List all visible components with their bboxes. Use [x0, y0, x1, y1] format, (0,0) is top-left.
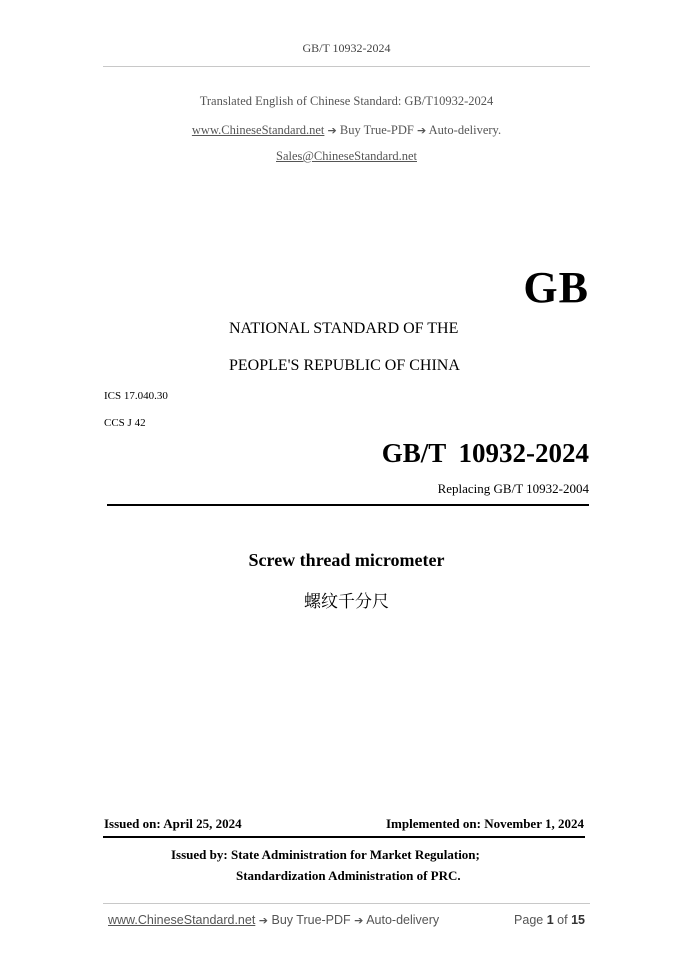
footer-divider — [103, 903, 590, 904]
issue-divider — [103, 836, 585, 838]
title-english: Screw thread micrometer — [248, 550, 445, 570]
right-arrow-icon: ➔ — [327, 124, 337, 137]
header-divider — [103, 66, 590, 67]
ics-code: ICS 17.040.30 — [104, 390, 168, 402]
right-arrow-icon: ➔ — [354, 914, 364, 927]
page-label: Page — [514, 913, 544, 927]
issued-on: Issued on: April 25, 2024 — [104, 816, 242, 831]
gb-mark: GB — [523, 263, 589, 312]
translated-line: Translated English of Chinese Standard: GB/T10932-2024 — [199, 94, 494, 108]
running-header: GB/T 10932-2024 — [302, 41, 391, 55]
email-link[interactable]: Sales@ChineseStandard.net — [276, 149, 417, 163]
title-chinese: 螺纹千分尺 — [304, 592, 389, 612]
national-line-2: PEOPLE'S REPUBLIC OF CHINA — [229, 357, 460, 374]
right-arrow-icon: ➔ — [258, 914, 269, 927]
footer-buy-text: Buy True-PDF — [271, 913, 351, 927]
issued-by-line-2: Standardization Administration of PRC. — [236, 868, 461, 883]
footer-auto-text: Auto-delivery — [366, 913, 440, 927]
right-arrow-icon: ➔ — [417, 124, 427, 137]
replacing-note: Replacing GB/T 10932-2004 — [437, 481, 589, 496]
website-link[interactable]: www.ChineseStandard.net — [191, 123, 325, 137]
email-line — [0, 149, 693, 164]
code-divider — [107, 504, 589, 506]
buy-true-pdf-text: Buy True-PDF — [339, 123, 414, 137]
page-total: 15 — [571, 913, 585, 927]
standard-code: GB/T 10932-2024 — [381, 438, 589, 468]
promo-line — [0, 123, 693, 138]
footer-website-link[interactable]: www.ChineseStandard.net — [108, 913, 256, 927]
auto-delivery-text: Auto-delivery. — [428, 123, 502, 137]
ccs-code: CCS J 42 — [104, 417, 146, 429]
page-of: of — [557, 913, 568, 927]
national-line-1: NATIONAL STANDARD OF THE — [229, 320, 459, 337]
implemented-on: Implemented on: November 1, 2024 — [386, 816, 584, 831]
page-current: 1 — [546, 913, 554, 927]
issued-by-line-1: Issued by: State Administration for Market Regulation; — [171, 847, 480, 862]
footer-promo — [108, 913, 439, 927]
page-indicator — [514, 913, 585, 927]
